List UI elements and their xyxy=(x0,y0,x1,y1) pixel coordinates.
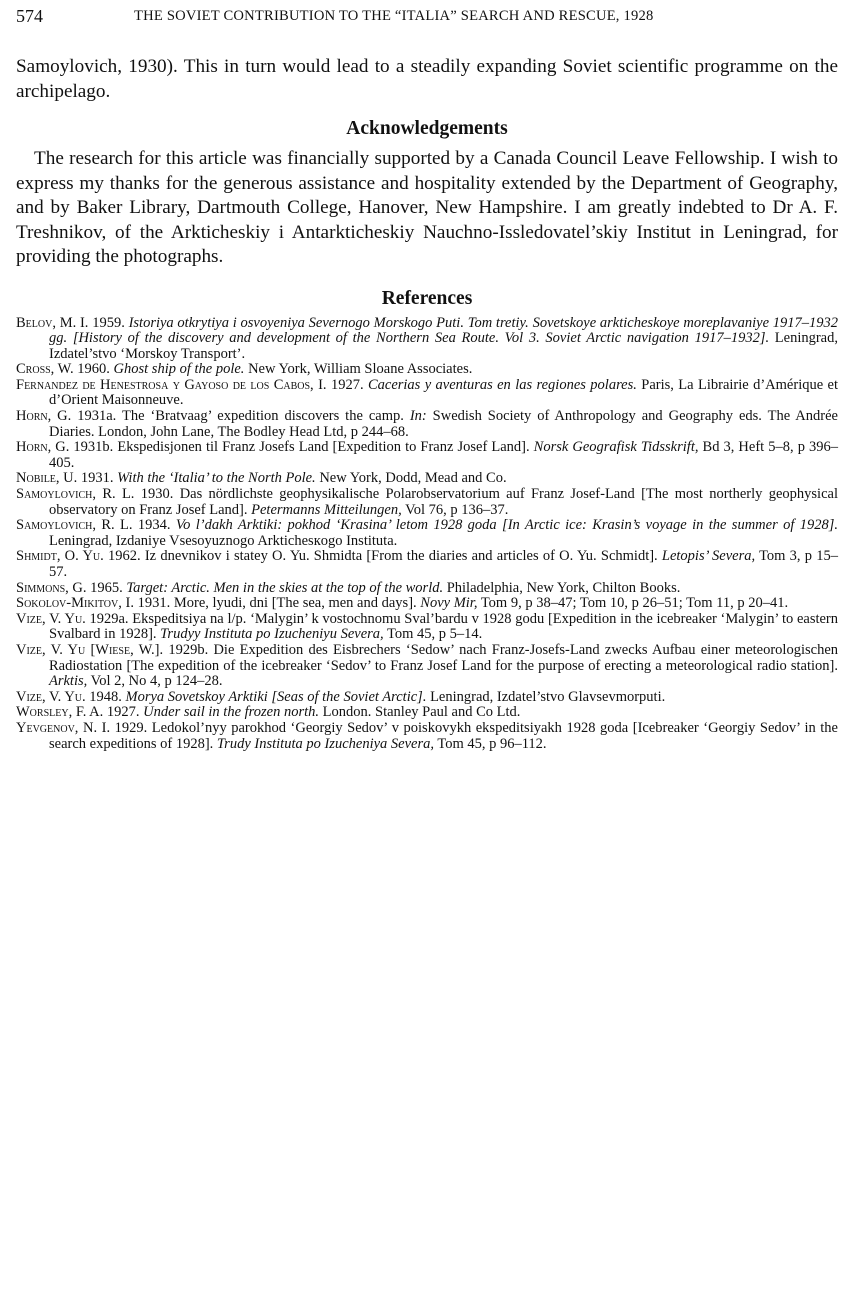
reference-title: Cacerias y aventuras en las regiones polares. xyxy=(367,376,637,393)
reference-entry xyxy=(16,487,838,518)
reference-title: Target: Arctic. Men in the skies at the top of the world. xyxy=(126,579,444,596)
reference-author: Horn, G. xyxy=(16,439,70,456)
reference-author: Samoylovich, R. L. xyxy=(16,486,135,503)
reference-author: Vize, V. Yu [Wiese, W.]. xyxy=(16,641,164,658)
reference-publisher: Vol 2, No 4, p 124–28. xyxy=(87,673,223,690)
reference-publisher: New York, William Sloane Associates. xyxy=(244,361,473,378)
references-list xyxy=(16,316,838,753)
reference-title: With the ‘Italia’ to the North Pole. xyxy=(117,470,316,487)
reference-title: Trudy Instituta po Izucheniya Severa, xyxy=(216,735,434,752)
reference-author: Nobile, U. xyxy=(16,470,78,487)
reference-author: Vize, V. Yu. xyxy=(16,610,86,627)
reference-text: 1930. Das nördlichste geophysikalische Polarobservatorium auf Franz Josef-Land [The most northerly geophysical observatory on Franz Josef Land]. xyxy=(49,486,838,518)
reference-title: Arktis, xyxy=(49,673,88,690)
reference-publisher: Vol 76, p 136–37. xyxy=(401,501,509,518)
reference-text: 1929. Ledokol’nyy parokhod ‘Georgiy Sedov’ v poiskovykh ekspeditsiyakh 1928 goda [Icebreaker ‘Georgiy Sedov’ in the search expeditions of 1928]. xyxy=(49,719,838,752)
reference-entry xyxy=(16,316,838,363)
reference-entry xyxy=(16,690,838,706)
reference-publisher: Philadelphia, New York, Chilton Books. xyxy=(443,579,681,596)
reference-publisher: Leningrad, Izdatel’stvo Glavsevmorputi. xyxy=(426,688,666,705)
page-number: 574 xyxy=(16,6,43,26)
reference-entry xyxy=(16,518,838,549)
reference-entry xyxy=(16,440,838,471)
reference-text: 1959. xyxy=(88,314,129,331)
reference-text: 1929a. Ekspeditsiya na l/p. ‘Malygin’ k vostochnomu Sval’bardu v 1928 godu [Expedition in the icebreaker ‘Malygin’ to eastern Svalbard in 1928]. xyxy=(49,610,839,643)
reference-title: Ghost ship of the pole. xyxy=(113,361,245,378)
reference-author: Samoylovich, R. L. xyxy=(16,517,133,534)
reference-text: 1965. xyxy=(86,579,127,596)
reference-title: In: xyxy=(409,408,433,425)
acknowledgements-heading: Acknowledgements xyxy=(346,118,508,139)
reference-author: Belov, M. I. xyxy=(16,314,89,331)
reference-text: 1931a. The ‘Bratvaag’ expedition discovers the camp. xyxy=(71,408,410,425)
reference-title: Morya Sovetskoy Arktiki [Seas of the Soviet Arctic]. xyxy=(125,688,427,705)
reference-text: 1962. Iz dnevnikov i statey O. Yu. Shmidta [From the diaries and articles of O. Yu. Schmidt]. xyxy=(103,548,662,565)
reference-title: Letopis’ Severa, xyxy=(661,548,756,565)
reference-publisher: Tom 45, p 96–112. xyxy=(433,735,547,752)
reference-publisher: Tom 3, p 15–57. xyxy=(49,548,838,580)
reference-text: 1927. xyxy=(103,704,144,721)
reference-author: Sokolov-Mikitov, I. xyxy=(16,595,134,612)
reference-text: 1931b. Ekspedisjonen til Franz Josefs Land [Expedition to Franz Josef Land]. xyxy=(69,439,534,456)
reference-title: Vo l’dakh Arktiki: pokhod ‘Krasina’ letom 1928 goda [In Arctic ice: Krasin’s voyage in the summer of 1928]. xyxy=(175,517,838,534)
reference-title: Norsk Geografisk Tidsskrift, xyxy=(533,439,699,456)
reference-entry xyxy=(16,378,838,409)
reference-publisher: New York, Dodd, Mead and Co. xyxy=(315,470,507,487)
reference-entry xyxy=(16,612,838,643)
reference-publisher: London. Stanley Paul and Co Ltd. xyxy=(319,704,521,721)
reference-text: 1934. xyxy=(132,517,176,534)
reference-title: Istoriya otkrytiya i osvoyeniya Severnogo Morskogo Puti. Tom tretiy. Sovetskoye arkticheskoye moreplavaniye 1917–1932 gg. [History of the discovery and development of the Northern Sea Route. Vol 3. Soviet Arctic navigation 1917–1932]. xyxy=(49,314,839,347)
reference-text: 1948. xyxy=(85,688,126,705)
references-heading: References xyxy=(381,287,473,309)
reference-publisher: Bd 3, Heft 5–8, p 396–405. xyxy=(49,439,838,471)
reference-title: Novy Mir, xyxy=(420,595,478,612)
reference-text: 1929b. Die Expedition des Eisbrechers ‘Sedow’ nach Franz-Josefs-Land zwecks Aufbau einer meteorologischen Radiostation [The expedition of the icebreaker ‘Sedov’ to Franz Josef Land for the purpose of erecting a meteorological radio station]. xyxy=(49,641,839,674)
reference-title: Petermanns Mitteilungen, xyxy=(251,501,402,518)
reference-title: Trudyy Instituta po Izucheniyu Severa, xyxy=(160,626,384,643)
reference-author: Worsley, F. A. xyxy=(16,704,104,721)
reference-text: 1931. xyxy=(77,470,118,487)
running-head xyxy=(16,6,838,32)
reference-publisher: Leningrad, Izdatel’stvo ‘Morskoy Transport’. xyxy=(49,330,838,362)
reference-author: Yevgenov, N. I. xyxy=(16,719,111,736)
reference-entry xyxy=(16,705,838,721)
reference-text: 1931. More, lyudi, dni [The sea, men and days]. xyxy=(133,595,421,612)
reference-text: 1960. xyxy=(73,361,114,378)
reference-title: Under sail in the frozen north. xyxy=(143,704,320,721)
reference-entry xyxy=(16,549,838,580)
reference-entry xyxy=(16,596,838,612)
reference-author: Vize, V. Yu. xyxy=(16,688,86,705)
reference-author: Fernandez de Henestrosa y Gayoso de los Cabos, I. xyxy=(16,376,327,393)
running-title: THE SOVIET CONTRIBUTION TO THE “ITALIA” SEARCH AND RESCUE, 1928 xyxy=(134,8,654,24)
reference-entry xyxy=(16,471,838,487)
reference-author: Horn, G. xyxy=(16,408,72,425)
reference-author: Simmons, G. xyxy=(16,579,87,596)
reference-entry xyxy=(16,409,838,440)
page xyxy=(16,6,838,752)
reference-publisher: Tom 9, p 38–47; Tom 10, p 26–51; Tom 11, p 20–41. xyxy=(477,595,789,612)
reference-entry xyxy=(16,581,838,597)
reference-publisher: Paris, La Librairie d’Amérique et d’Orient Maisonneuve. xyxy=(49,376,839,409)
reference-publisher: Swedish Society of Anthropology and Geography eds. The Andrée Diaries. London, John Lane, The Bodley Head Ltd, p 244–68. xyxy=(49,408,838,440)
reference-publisher: Tom 45, p 5–14. xyxy=(383,626,483,643)
reference-publisher: Leningrad, Izdaniye Vsesoyuznogo Arktichesкogo Instituta. xyxy=(49,532,398,549)
acknowledgements-paragraph: The research for this article was financially supported by a Canada Council Leave Fellowship. I wish to express my thanks for the generous assistance and hospitality extended by the Department of Geography, and by Baker Library, Dartmouth College, Hanover, New Hampshire. I am greatly indebted to Dr A. F. Treshnikov, of the Arkticheskiy i Antarkticheskiy Nauchno-Issledovatel’skiy Institut in Leningrad, for providing the photographs. xyxy=(16,148,838,267)
reference-entry xyxy=(16,362,838,378)
reference-author: Cross, W. xyxy=(16,361,74,378)
reference-entry xyxy=(16,721,838,752)
reference-text: 1927. xyxy=(326,376,368,393)
intro-paragraph: Samoylovich, 1930). This in turn would lead to a steadily expanding Soviet scientific programme on the archipelago. xyxy=(16,56,838,102)
reference-entry xyxy=(16,643,838,690)
reference-author: Shmidt, O. Yu. xyxy=(16,548,104,565)
